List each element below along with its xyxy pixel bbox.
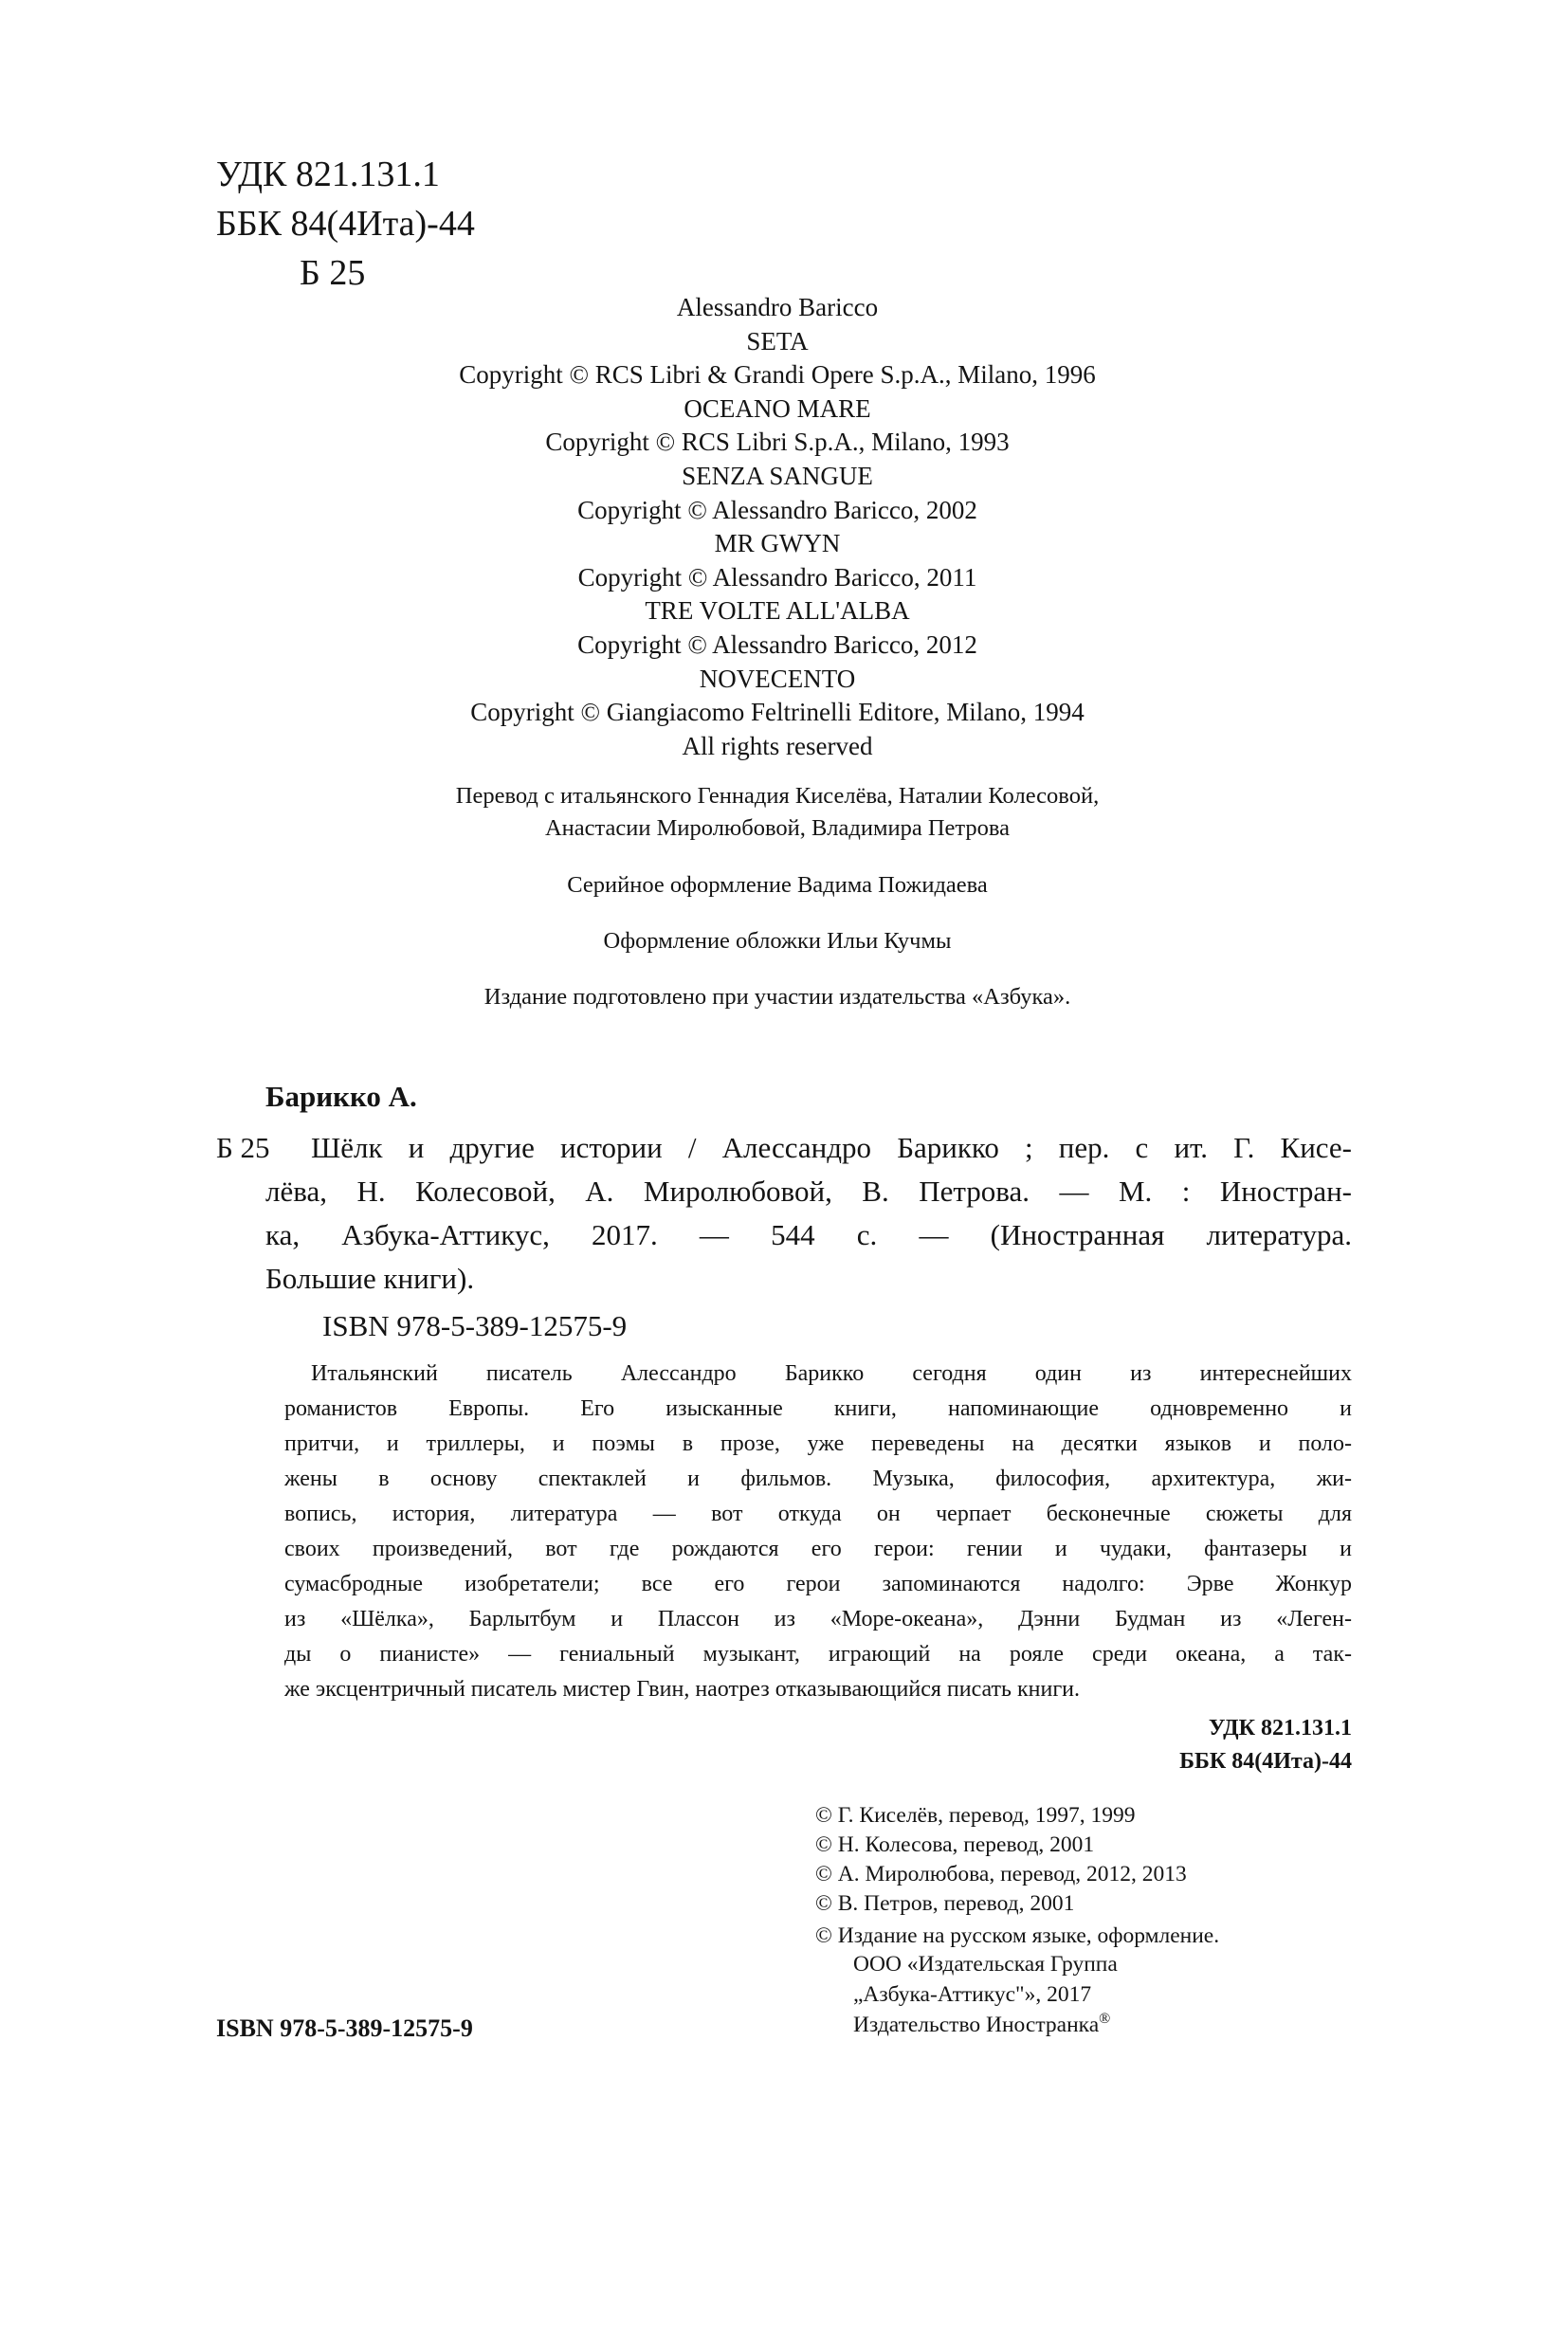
record-line: Большие книги). bbox=[265, 1262, 475, 1295]
annotation-line: из «Шёлка», Барлытбум и Плассон из «Море-океана», Дэнни Будман из «Леген- bbox=[284, 1607, 1352, 1631]
copyright-notice-continued: „Азбука-Аттикус"», 2017 bbox=[853, 1982, 1092, 2007]
work-title: MR GWYN bbox=[714, 529, 841, 558]
translation-credit-line: Анастасии Миролюбовой, Владимира Петрова bbox=[544, 815, 1011, 841]
copyright-line: Copyright © Alessandro Baricco, 2012 bbox=[577, 629, 977, 659]
isbn-bottom: ISBN 978-5-389-12575-9 bbox=[216, 2014, 473, 2042]
annotation-line: же эксцентричный писатель мистер Гвин, наотрез отказывающийся писать книги. bbox=[284, 1677, 1081, 1702]
cover-design-text: Оформление обложки Ильи Кучмы bbox=[603, 928, 952, 954]
annotation-line: притчи, и триллеры, и поэмы в прозе, уже переведены на десятки языков и поло- bbox=[284, 1431, 1352, 1456]
registered-trademark-icon: ® bbox=[1099, 2011, 1111, 2028]
record-code: Б 25 bbox=[216, 1131, 270, 1164]
copyright-notice: © В. Петров, перевод, 2001 bbox=[815, 1891, 1075, 1916]
copyright-line: Copyright © RCS Libri & Grandi Opere S.p.A., Milano, 1996 bbox=[459, 360, 1096, 390]
translation-credit-line: Перевод с итальянского Геннадия Киселёва, Наталии Колесовой, bbox=[455, 783, 1100, 809]
work-title: SENZA SANGUE bbox=[682, 461, 873, 490]
copyright-notice-continued: ООО «Издательская Группа bbox=[853, 1952, 1118, 1977]
original-copyright-block bbox=[360, 291, 1194, 763]
work-title: TRE VOLTE ALL'ALBA bbox=[645, 596, 910, 626]
bbk-code-repeat: ББК 84(4Ита)-44 bbox=[1179, 1749, 1352, 1774]
copyright-line: Copyright © Alessandro Baricco, 2002 bbox=[577, 495, 977, 524]
record-author-heading: Барикко А. bbox=[265, 1080, 417, 1113]
record-isbn: ISBN 978-5-389-12575-9 bbox=[322, 1309, 628, 1342]
translation-credit bbox=[284, 780, 1270, 845]
record-line: ка, Азбука-Аттикус, 2017. — 544 с. — (Иностранная литература. bbox=[265, 1218, 1352, 1251]
work-title: SETA bbox=[746, 326, 809, 355]
copyright-line: Copyright © RCS Libri S.p.A., Milano, 1993 bbox=[545, 428, 1010, 457]
copyright-line: Copyright © Giangiacomo Feltrinelli Editore, Milano, 1994 bbox=[470, 698, 1085, 727]
copyright-notice: © Н. Колесова, перевод, 2001 bbox=[815, 1832, 1095, 1857]
annotation-line: романистов Европы. Его изысканные книги, напоминающие одновременно и bbox=[284, 1396, 1352, 1421]
publisher-note-text: Издание подготовлено при участии издательства «Азбука». bbox=[483, 984, 1071, 1010]
annotation-line: ды о пианисте» — гениальный музыкант, играющий на рояле среди океана, а так- bbox=[284, 1642, 1352, 1667]
publisher-imprint-text: Издательство Иностранка bbox=[853, 2013, 1100, 2037]
bbk-code: ББК 84(4Ита)-44 bbox=[216, 204, 475, 244]
record-line: лёва, Н. Колесовой, А. Миролюбовой, В. Петрова. — М. : Иностран- bbox=[265, 1175, 1352, 1208]
rights-reserved: All rights reserved bbox=[682, 731, 873, 760]
publisher-imprint bbox=[853, 2011, 1110, 2039]
annotation-line: вопись, история, литература — вот откуда он черпает бесконечные сюжеты для bbox=[284, 1502, 1352, 1526]
author-name: Alessandro Baricco bbox=[676, 293, 879, 321]
copyright-notice: © А. Миролюбова, перевод, 2012, 2013 bbox=[815, 1862, 1187, 1886]
cover-design-credit bbox=[284, 925, 1270, 957]
udk-code-repeat: УДК 821.131.1 bbox=[1208, 1716, 1352, 1740]
annotation-line: Итальянский писатель Алессандро Барикко сегодня один из интереснейших bbox=[311, 1361, 1352, 1386]
series-design-text: Серийное оформление Вадима Пожидаева bbox=[567, 872, 988, 898]
series-design-credit bbox=[284, 869, 1270, 902]
annotation-line: своих произведений, вот где рождаются его герои: гении и чудаки, фантазеры и bbox=[284, 1537, 1352, 1561]
author-sign: Б 25 bbox=[300, 253, 366, 293]
udk-code: УДК 821.131.1 bbox=[216, 155, 440, 194]
copyright-notice: © Г. Киселёв, перевод, 1997, 1999 bbox=[815, 1803, 1136, 1828]
annotation-line: сумасбродные изобретатели; все его герои запоминаются надолго: Эрве Жонкур bbox=[284, 1572, 1352, 1596]
work-title: OCEANO MARE bbox=[684, 393, 871, 423]
copyright-line: Copyright © Alessandro Baricco, 2011 bbox=[577, 562, 977, 592]
publisher-note bbox=[284, 981, 1270, 1013]
annotation-line: жены в основу спектаклей и фильмов. Музыка, философия, архитектура, жи- bbox=[284, 1467, 1352, 1491]
record-line: Шёлк и другие истории / Алессандро Барикко ; пер. с ит. Г. Кисе- bbox=[311, 1131, 1352, 1164]
work-title: NOVECENTO bbox=[699, 664, 856, 693]
copyright-notice: © Издание на русском языке, оформление. bbox=[815, 1923, 1220, 1948]
